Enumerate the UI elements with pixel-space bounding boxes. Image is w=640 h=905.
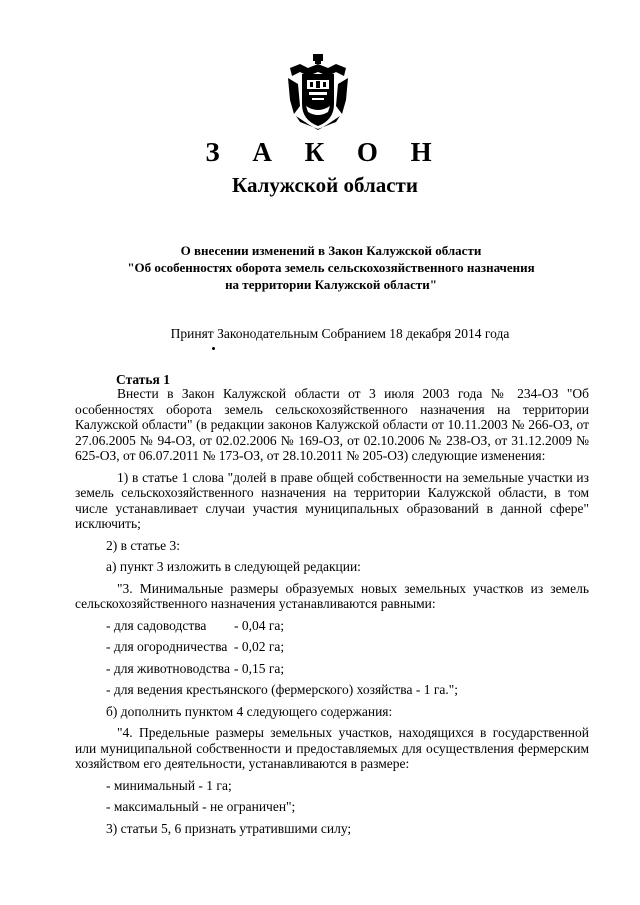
farm-size-line: - для ведения крестьянского (фермерского) хозяйства - 1 га."; bbox=[106, 682, 458, 697]
coat-of-arms-icon bbox=[286, 54, 350, 130]
title-line: О внесении изменений в Закон Калужской области bbox=[180, 243, 482, 258]
title-line: "Об особенностях оборота земель сельскохозяйственного назначения bbox=[127, 260, 535, 275]
quoted-point-4: "4. Предельные размеры земельных участков, находящихся в государственной или муниципальной собственности и предоставляемых для осуществления фермерским хозяйством его деятельности, устанавливаются в размере: bbox=[75, 725, 589, 771]
size-value: - 0,04 га; bbox=[234, 617, 285, 633]
quoted-point-3: "3. Минимальные размеры образуемых новых земельных участков из земель сельскохозяйственного назначения устанавливаются равными: bbox=[75, 580, 589, 611]
adoption-line: Принят Законодательным Собранием 18 декабря 2014 года bbox=[170, 326, 510, 341]
stray-dot bbox=[212, 347, 215, 350]
size-label: - для огородничества bbox=[106, 639, 228, 654]
document-type: З А К О Н bbox=[205, 137, 445, 167]
article-intro: Внести в Закон Калужской области от 3 июля 2003 года № 234-ОЗ "Об особенностях оборота земель сельскохозяйственного назначения на территории Калужской области" (в редакции законов Калужской области от 10.11.2003 № 266-ОЗ, от 27.06.2005 № 94-ОЗ, от 02.02.2006 № 169-ОЗ, от 02.10.2006 № 238-ОЗ, от 31.12.2009 № 625-ОЗ, от 06.07.2011 № 173-ОЗ, от 28.10.2011 № 205-ОЗ) следующие изменения: bbox=[75, 386, 589, 463]
document-title bbox=[96, 242, 566, 293]
amendment-item-2a: а) пункт 3 изложить в следующей редакции: bbox=[106, 559, 361, 574]
article-body bbox=[75, 386, 589, 836]
max-size-line: - максимальный - не ограничен"; bbox=[106, 799, 296, 814]
size-value: - 0,15 га; bbox=[234, 660, 285, 676]
amendment-item-2b: б) дополнить пунктом 4 следующего содержания: bbox=[106, 703, 393, 719]
amendment-item-3: 3) статьи 5, 6 признать утратившими силу; bbox=[106, 820, 352, 836]
amendment-item-2: 2) в статье 3: bbox=[106, 537, 180, 553]
amendment-item-1: 1) в статье 1 слова "долей в праве общей собственности на земельные участки из земель сельскохозяйственного назначения на территории Калужской области, в том числе устанавливает случаи участия муниципальных образований в данной сфере" исключить; bbox=[75, 469, 589, 531]
title-line: на территории Калужской области" bbox=[225, 277, 437, 292]
size-row bbox=[75, 661, 589, 677]
size-label: - для садоводства bbox=[106, 617, 207, 633]
size-label: - для животноводства bbox=[106, 660, 230, 676]
article-heading: Статья 1 bbox=[116, 372, 170, 387]
size-row bbox=[75, 618, 589, 634]
document-region: Калужской области bbox=[232, 173, 418, 197]
min-size-line: - минимальный - 1 га; bbox=[106, 777, 232, 793]
size-value: - 0,02 га; bbox=[234, 639, 285, 654]
size-row bbox=[75, 639, 589, 655]
